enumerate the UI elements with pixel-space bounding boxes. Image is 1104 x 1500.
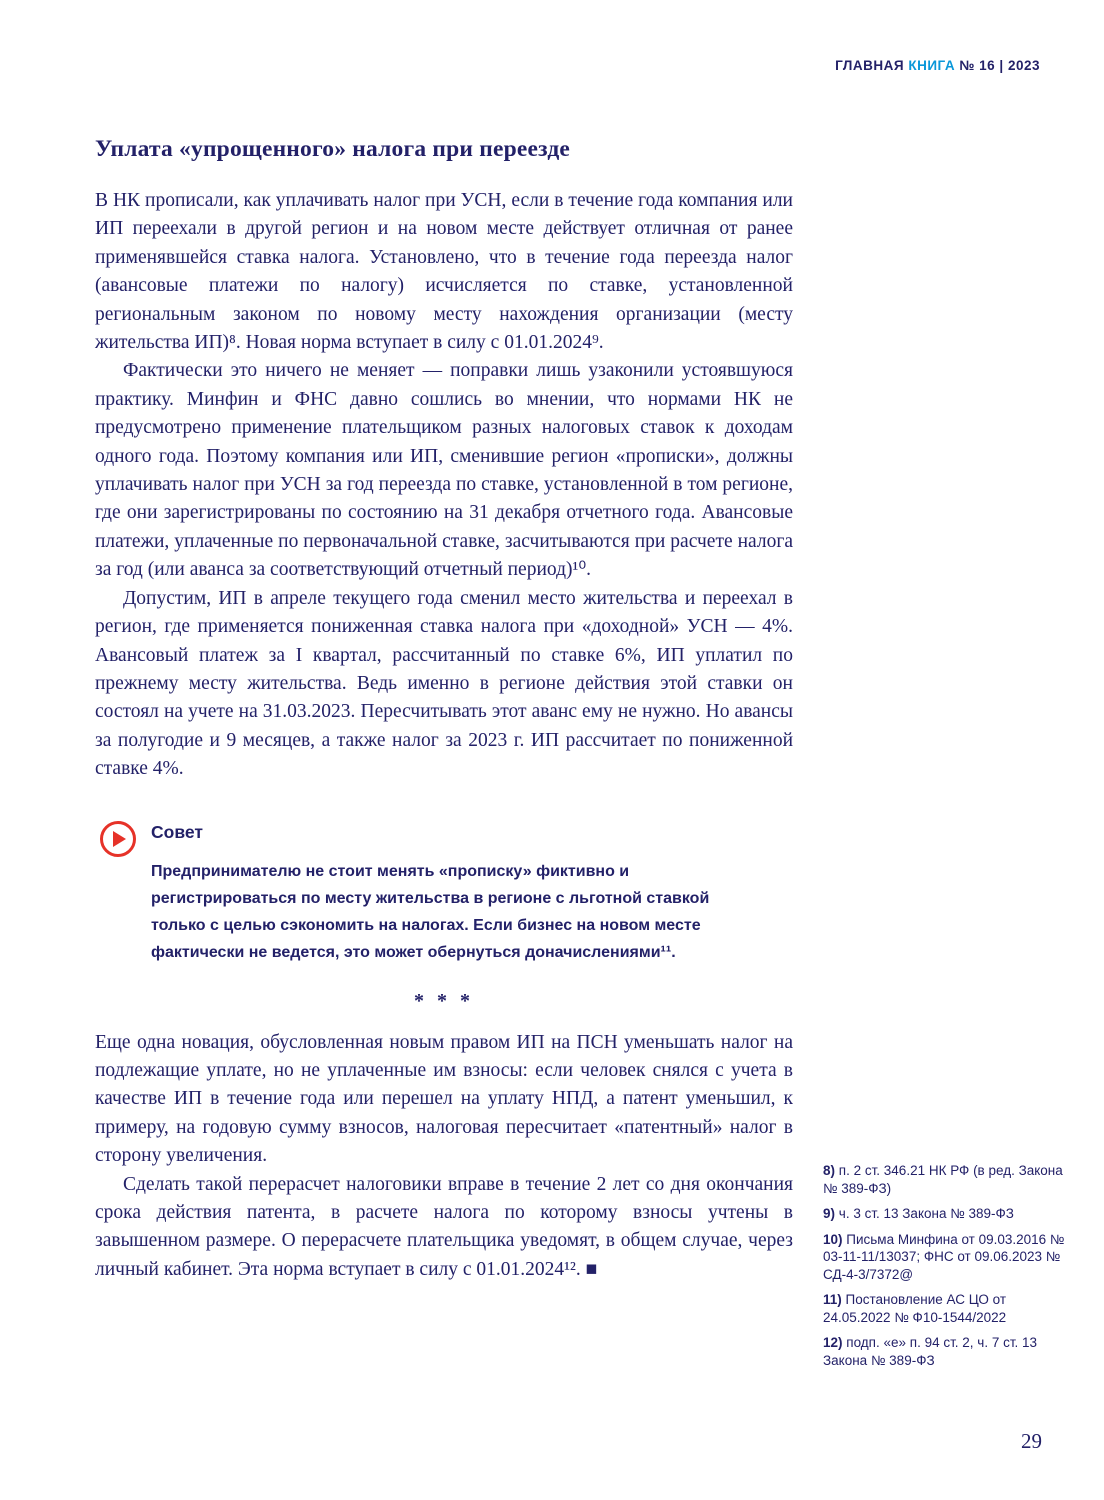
play-circle-icon	[100, 821, 136, 857]
paragraph-2: Фактически это ничего не меняет — поправки лишь узаконили устоявшуюся практику. Минфин и ФНС давно сошлись во мнении, что нормами НК не предусмотрено применение плательщиком разных налоговых ставок к доходам одного года. Поэтому компания или ИП, сменившие регион «прописки», должны уплачивать налог при УСН за год переезда по ставке, установленной в том регионе, где они зарегистрированы по состоянию на 31 декабря отчетного года. Авансовые платежи, уплаченные по первоначальной ставке, засчитываются при расчете налога за год (или аванса за соответствующий отчетный период)¹⁰.	[95, 360, 793, 581]
footnote-text: Письма Минфина от 09.03.2016 № 03-11-11/13037; ФНС от 09.06.2023 № СД-4-3/7372@	[823, 1231, 1065, 1282]
article-title: Уплата «упрощенного» налога при переезде	[95, 136, 571, 162]
footnote-8	[823, 1162, 1065, 1197]
footnotes-sidebar	[823, 1162, 1065, 1377]
tip-content	[151, 818, 747, 966]
footnote-text: Постановление АС ЦО от 24.05.2022 № Ф10-1544/2022	[823, 1292, 1007, 1325]
paragraph-1: В НК прописали, как уплачивать налог при УСН, если в течение года компания или ИП переехали в другой регион и на новом месте действует отличная от ранее применявшейся ставка налога. Установлено, что в течение года переезда налог (авансовые платежи по налогу) исчисляется по ставке, установленной региональным законом по новому месту нахождения организации (месту жительства ИП)⁸. Новая норма вступает в силу с 01.01.2024⁹.	[95, 190, 793, 354]
footnote-9	[823, 1205, 1065, 1223]
tip-text: Предпринимателю не стоит менять «прописку» фиктивно и регистрироваться по месту жительства в регионе с льготной ставкой только с целью сэкономить на налогах. Если бизнес на новом месте фактически не ведется, это может обернуться доначислениями¹¹.	[151, 862, 710, 961]
page-number: 29	[1021, 1429, 1042, 1453]
footnote-text: ч. 3 ст. 13 Закона № 389-ФЗ	[838, 1206, 1014, 1221]
play-triangle-icon	[113, 831, 126, 847]
footnote-12	[823, 1334, 1065, 1369]
issue-number: № 16 | 2023	[959, 58, 1040, 73]
page-header	[835, 58, 1040, 73]
paragraph-3: Допустим, ИП в апреле текущего года сменил место жительства и переехал в регион, где применяется пониженная ставка налога при «доходной» УСН — 4%. Авансовый платеж за I квартал, рассчитанный по ставке 6%, ИП уплатил по прежнему месту жительства. Ведь именно в регионе действия этой ставки он состоял на учете на 31.03.2023. Пересчитывать этот аванс ему не нужно. Но авансы за полугодие и 9 месяцев, а также налог за 2023 г. ИП рассчитает по пониженной ставке 4%.	[95, 587, 793, 780]
article-column	[95, 136, 793, 1284]
footnote-number: 11)	[823, 1292, 842, 1307]
footnote-number: 9)	[823, 1206, 836, 1221]
footnote-number: 12)	[823, 1335, 843, 1350]
footnote-text: п. 2 ст. 346.21 НК РФ (в ред. Закона № 389-ФЗ)	[823, 1163, 1063, 1196]
footnote-number: 10)	[823, 1231, 843, 1247]
footnote-text: подп. «е» п. 94 ст. 2, ч. 7 ст. 13 Закона № 389-ФЗ	[823, 1335, 1038, 1368]
paragraph-5: Сделать такой перерасчет налоговики вправе в течение 2 лет со дня окончания срока действия патента, в расчете налога по которому взносы учтены в завышенном размере. О перерасчете плательщика уведомят, в общем случае, через личный кабинет. Эта норма вступает в силу с 01.01.2024¹². ■	[95, 1173, 793, 1280]
brand-name-primary: ГЛАВНАЯ	[835, 58, 905, 73]
brand-name-accent: КНИГА	[908, 58, 956, 73]
footnote-11	[823, 1291, 1065, 1326]
paragraph-4: Еще одна новация, обусловленная новым правом ИП на ПСН уменьшать налог на подлежащие уплате, но не уплаченные им взносы: если человек снялся с учета в качестве ИП в течение года или перешел на уплату НПД, а патент уменьшил, к примеру, на годовую сумму взносов, налоговая пересчитает «патентный» налог в сторону увеличения.	[95, 1031, 793, 1167]
section-separator: * * *	[414, 989, 474, 1012]
footnote-number: 8)	[823, 1163, 836, 1178]
tip-label: Совет	[151, 821, 203, 842]
footnote-10	[823, 1231, 1065, 1284]
tip-block	[95, 818, 793, 966]
